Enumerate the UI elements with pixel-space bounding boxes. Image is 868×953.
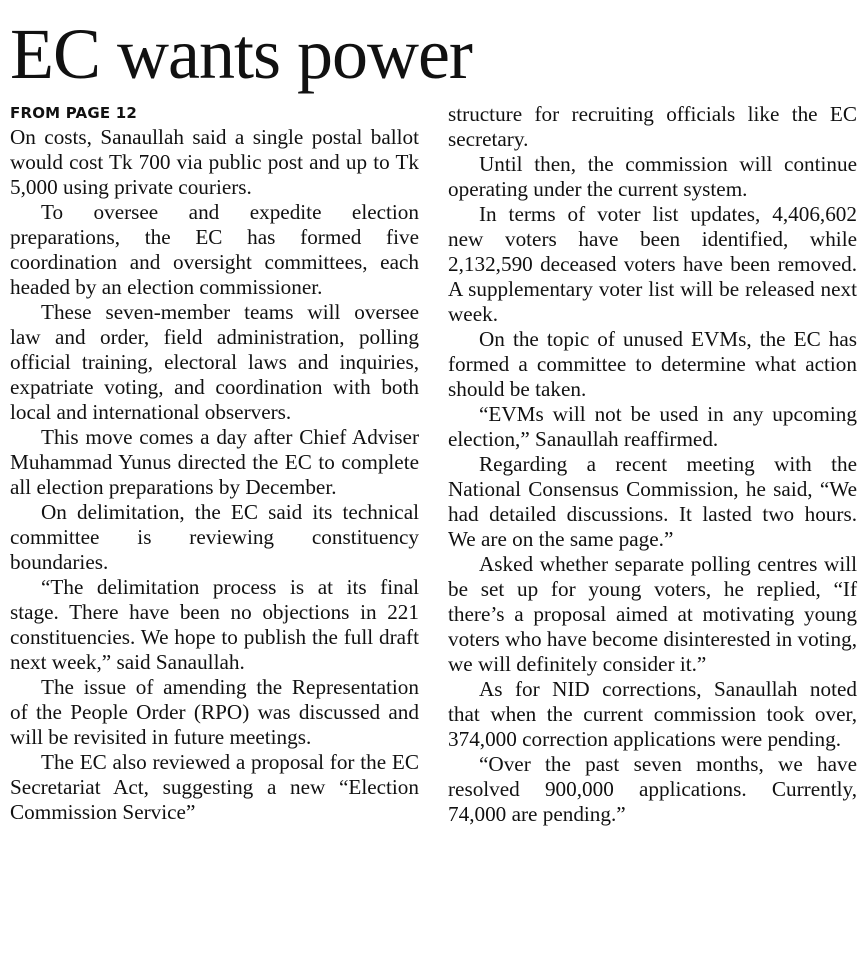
- paragraph: On costs, Sanaullah said a single postal ballot would cost Tk 700 via public post and up to Tk 5,000 using private couriers.: [10, 125, 419, 199]
- paragraph: As for NID corrections, Sanaullah noted that when the current commission took over, 374,000 correction applications were pending.: [448, 677, 857, 751]
- paragraph: Until then, the commission will continue operating under the current system.: [448, 152, 857, 201]
- paragraph: On the topic of unused EVMs, the EC has formed a committee to determine what action should be taken.: [448, 327, 857, 401]
- article-column-left: [10, 102, 419, 825]
- continuation-kicker: FROM PAGE 12: [10, 104, 137, 122]
- paragraph: Regarding a recent meeting with the National Consensus Commission, he said, “We had detailed discussions. It lasted two hours. We are on the same page.”: [448, 452, 857, 551]
- headline: EC wants power: [10, 14, 472, 94]
- paragraph: These seven-member teams will oversee law and order, field administration, polling official training, electoral laws and inquiries, expatriate voting, and coordination with both local and international observers.: [10, 300, 419, 424]
- article-column-right: [448, 102, 857, 827]
- paragraph-continued: structure for recruiting officials like the EC secretary.: [448, 102, 857, 151]
- paragraph: To oversee and expedite election preparations, the EC has formed five coordination and oversight committees, each headed by an election commissioner.: [10, 200, 419, 299]
- paragraph: Asked whether separate polling centres will be set up for young voters, he replied, “If there’s a proposal aimed at motivating young voters who have become disinterested in voting, we will definitely consider it.”: [448, 552, 857, 676]
- paragraph: “EVMs will not be used in any upcoming election,” Sanaullah reaffirmed.: [448, 402, 857, 451]
- paragraph: “The delimitation process is at its final stage. There have been no objections in 221 constituencies. We hope to publish the full draft next week,” said Sanaullah.: [10, 575, 419, 674]
- paragraph: In terms of voter list updates, 4,406,602 new voters have been identified, while 2,132,590 deceased voters have been removed. A supplementary voter list will be released next week.: [448, 202, 857, 326]
- paragraph: On delimitation, the EC said its technical committee is reviewing constituency boundaries.: [10, 500, 419, 574]
- paragraph: “Over the past seven months, we have resolved 900,000 applications. Currently, 74,000 are pending.”: [448, 752, 857, 826]
- paragraph: The issue of amending the Representation of the People Order (RPO) was discussed and will be revisited in future meetings.: [10, 675, 419, 749]
- paragraph: The EC also reviewed a proposal for the EC Secretariat Act, suggesting a new “Election Commission Service”: [10, 750, 419, 824]
- paragraph: This move comes a day after Chief Adviser Muhammad Yunus directed the EC to complete all election preparations by December.: [10, 425, 419, 499]
